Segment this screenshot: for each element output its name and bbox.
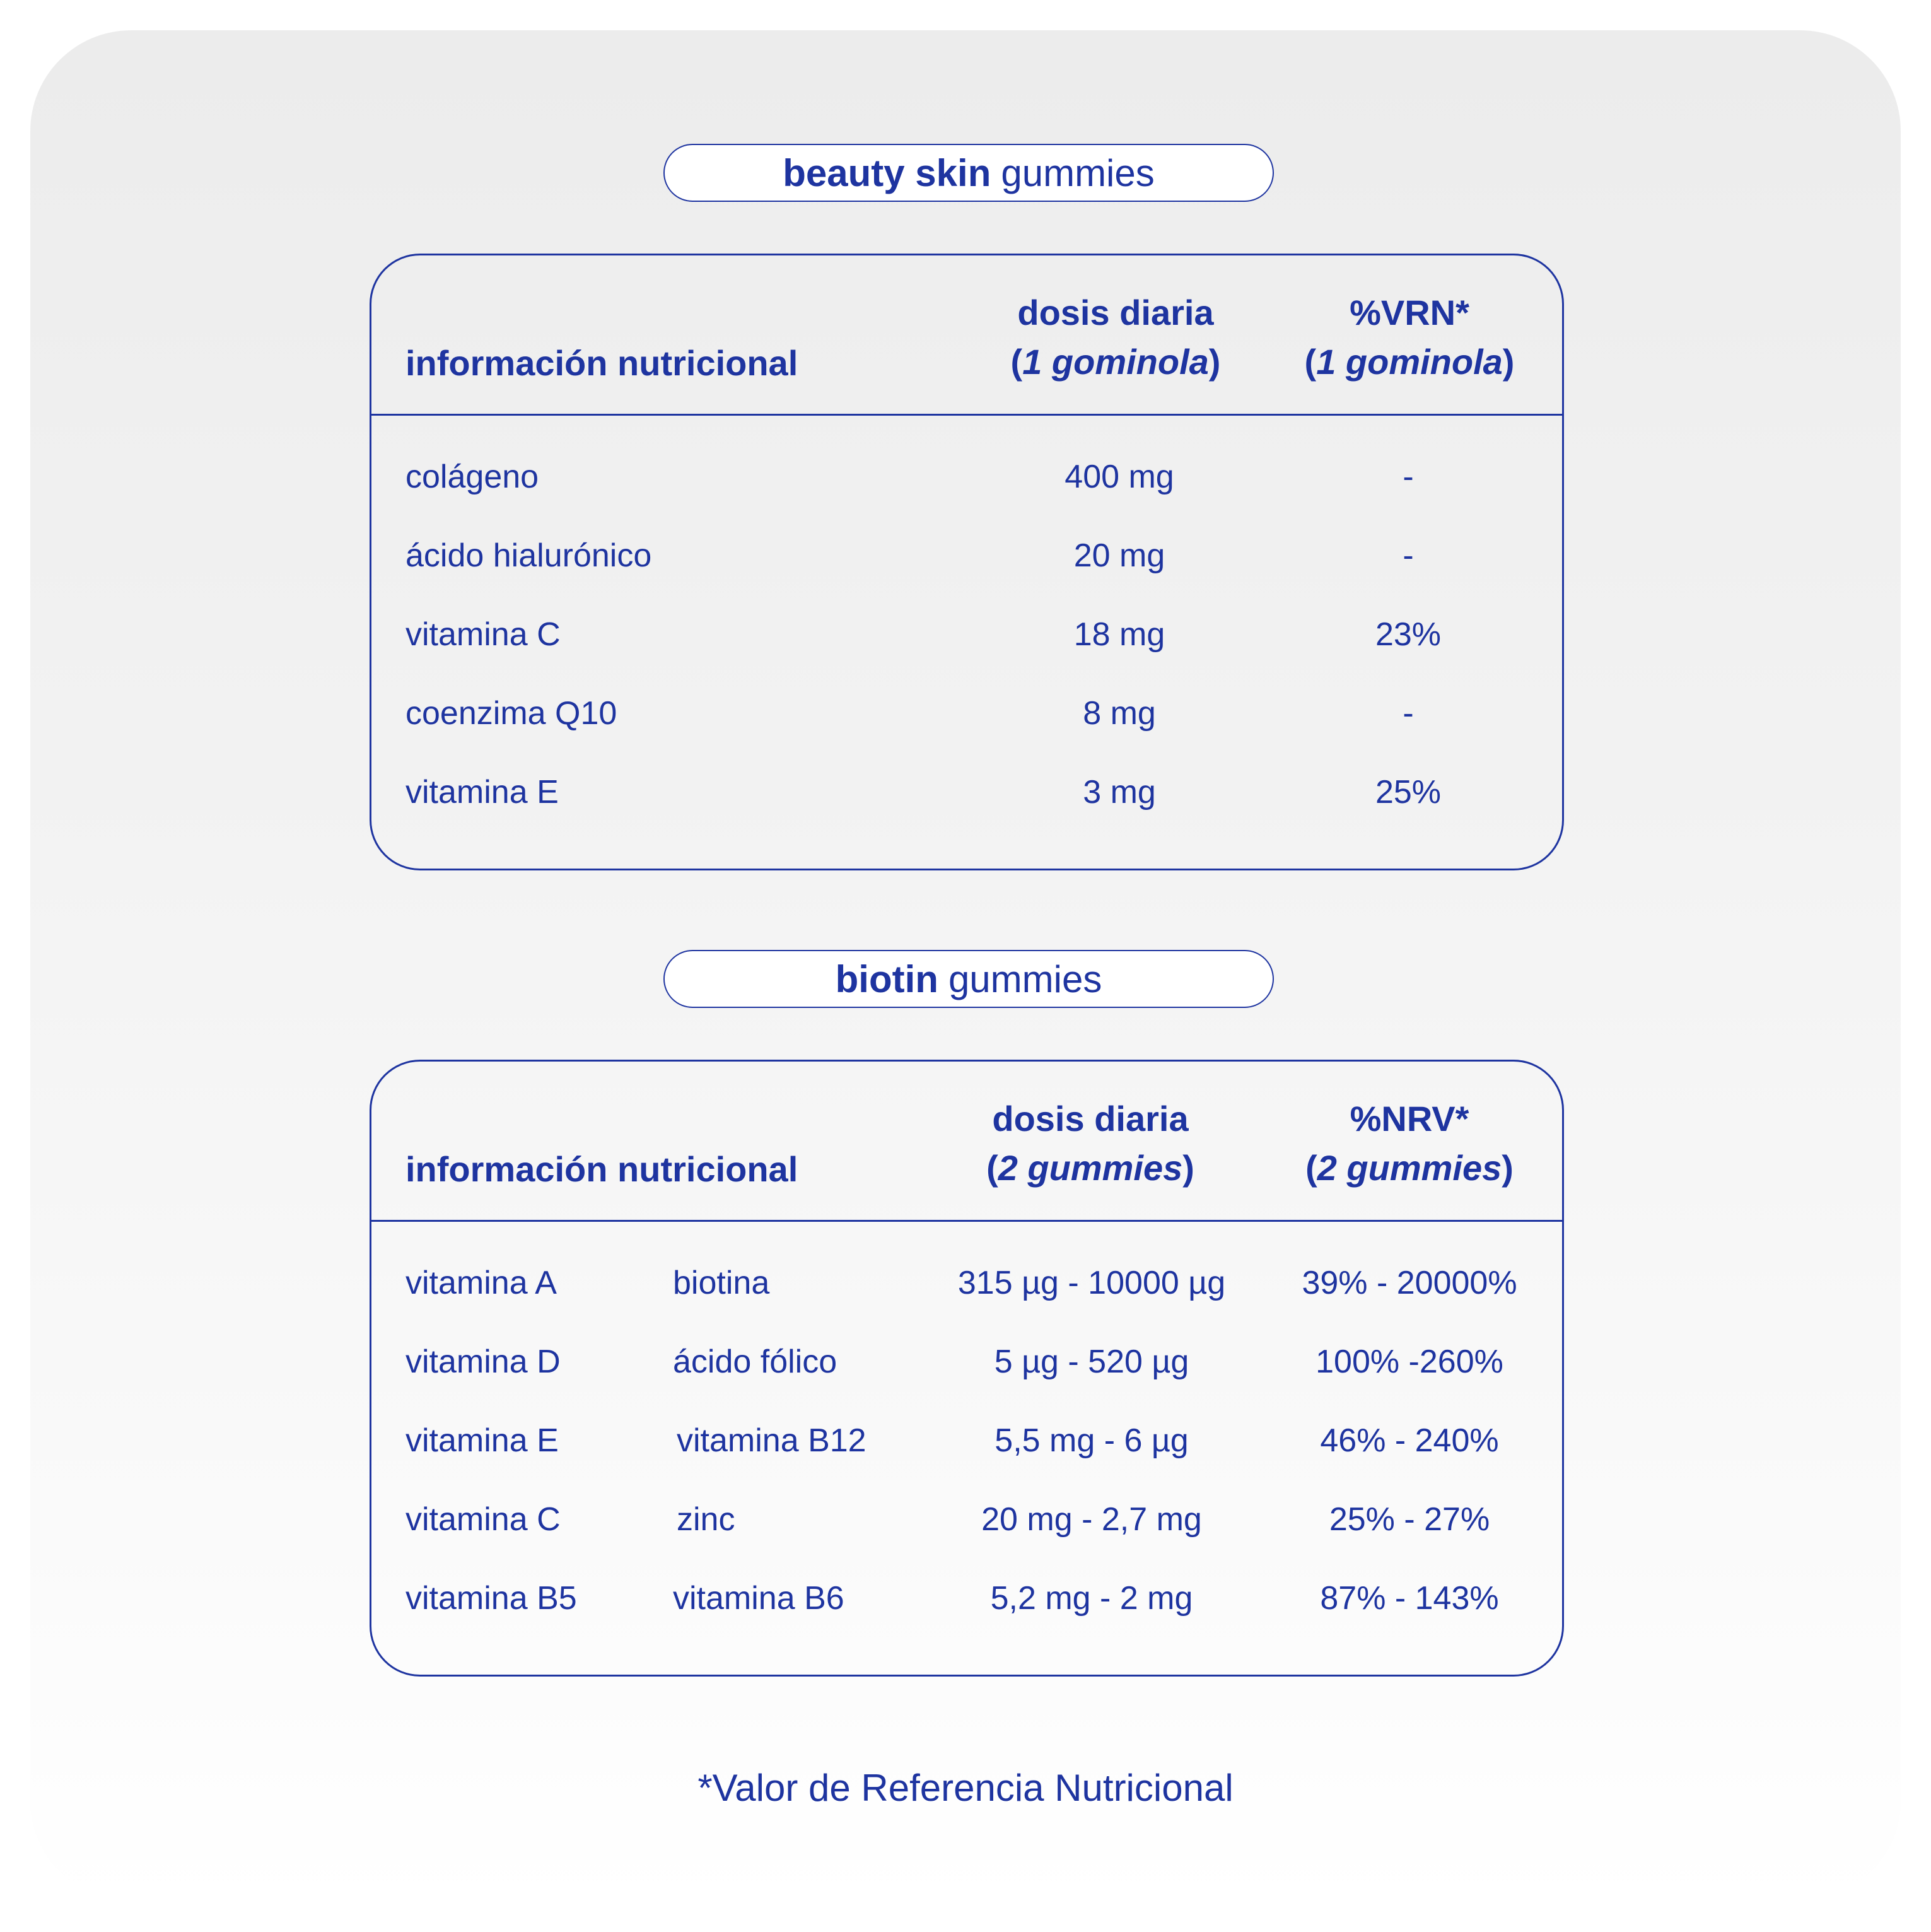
header-vrn-line2: (1 gominola) — [1304, 342, 1515, 382]
table-row-name-b: zinc — [677, 1501, 735, 1538]
table-row-dose: 5 µg - 520 µg — [994, 1344, 1189, 1380]
table-row-dose: 20 mg - 2,7 mg — [981, 1501, 1202, 1538]
table-row-pct: - — [1403, 537, 1414, 574]
table-row-pct: 25% - 27% — [1329, 1501, 1490, 1538]
table-row-name-a: vitamina B5 — [405, 1580, 577, 1617]
table-row-dose: 20 mg — [1073, 537, 1165, 574]
table-row-name-a: vitamina C — [405, 1501, 561, 1538]
table-row-pct: - — [1403, 459, 1414, 495]
table-row-pct: 23% — [1375, 616, 1442, 653]
table-row-name-b: vitamina B6 — [673, 1580, 844, 1617]
table-row-pct: 87% - 143% — [1320, 1580, 1499, 1617]
table-row-dose: 8 mg — [1083, 695, 1156, 732]
table-row-dose: 3 mg — [1083, 774, 1156, 811]
table-row-name: vitamina C — [405, 616, 561, 653]
table-row-dose: 5,2 mg - 2 mg — [990, 1580, 1193, 1617]
product-title-bold: biotin — [835, 957, 938, 1000]
table-row-name-a: vitamina A — [405, 1265, 557, 1301]
product-title-light: gummies — [948, 957, 1102, 1000]
table-row-name-a: vitamina E — [405, 1422, 559, 1459]
table-row-pct: 46% - 240% — [1320, 1422, 1499, 1459]
table-row-pct: - — [1403, 695, 1414, 732]
product-title-light: gummies — [1001, 151, 1155, 194]
header-daily-dose-line1: dosis diaria — [992, 1099, 1189, 1139]
table-row-name: colágeno — [405, 459, 539, 495]
table-row-name-b: ácido fólico — [673, 1344, 837, 1380]
table-row-name: coenzima Q10 — [405, 695, 617, 732]
table-row-name-b: biotina — [673, 1265, 770, 1301]
header-nutrition-info: información nutricional — [405, 1149, 798, 1189]
table-row-pct: 100% -260% — [1316, 1344, 1503, 1380]
table-row-dose: 18 mg — [1073, 616, 1165, 653]
table-row-dose: 5,5 mg - 6 µg — [995, 1422, 1189, 1459]
table-row-name-b: vitamina B12 — [677, 1422, 866, 1459]
product-title-bold: beauty skin — [783, 151, 991, 194]
header-nrv-line2: (2 gummies) — [1305, 1148, 1514, 1188]
header-nutrition-info: información nutricional — [405, 343, 798, 383]
table-row-dose: 315 µg - 10000 µg — [957, 1265, 1226, 1301]
nutrition-table-biotin — [370, 1060, 1564, 1677]
table-row-pct: 39% - 20000% — [1302, 1265, 1517, 1301]
header-nrv-line1: %NRV* — [1350, 1099, 1469, 1139]
table-header — [371, 1062, 1562, 1222]
footnote: *Valor de Referencia Nutricional — [697, 1767, 1234, 1809]
table-row-name: ácido hialurónico — [405, 537, 652, 574]
table-header — [371, 255, 1562, 416]
header-daily-dose-line2: (2 gummies) — [986, 1148, 1194, 1188]
header-daily-dose-line1: dosis diaria — [1017, 293, 1214, 332]
header-daily-dose-line2: (1 gominola) — [1010, 342, 1221, 382]
table-row-pct: 25% — [1375, 774, 1442, 811]
table-row-dose: 400 mg — [1065, 459, 1174, 495]
table-row-name: vitamina E — [405, 774, 559, 811]
header-vrn-line1: %VRN* — [1350, 293, 1469, 332]
nutrition-table-beauty-skin — [370, 254, 1564, 870]
table-row-name-a: vitamina D — [405, 1344, 561, 1380]
product-title-biotin — [663, 950, 1274, 1008]
product-title-beauty-skin — [663, 144, 1274, 202]
